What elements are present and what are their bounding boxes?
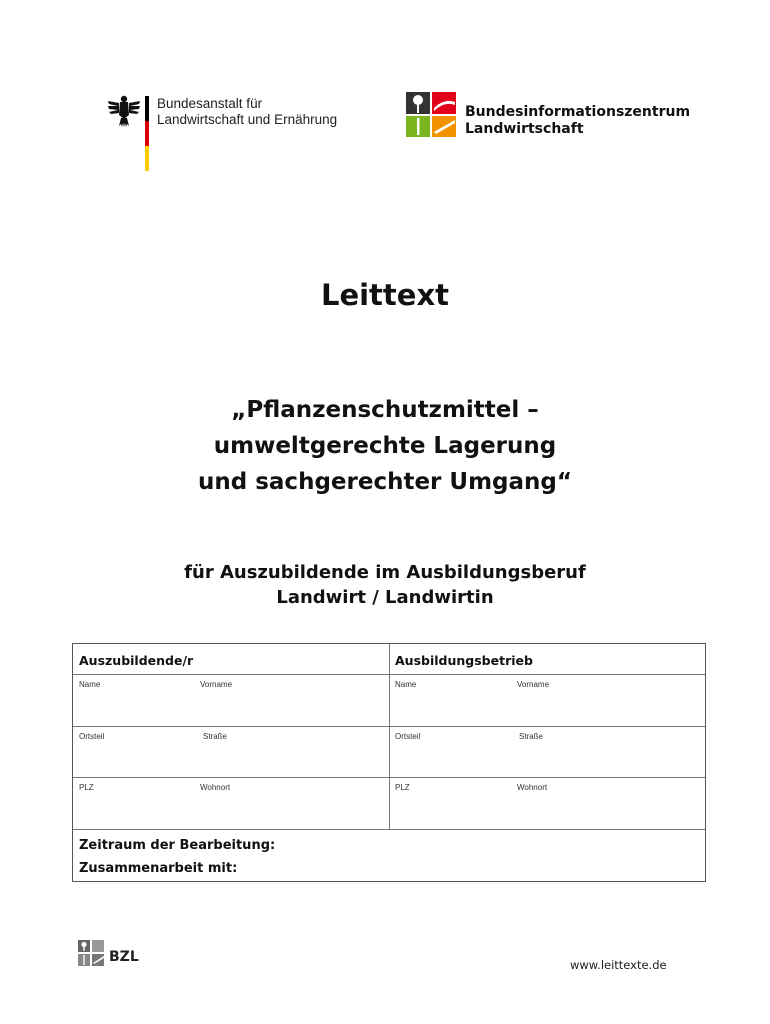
- row-divider: [73, 829, 705, 830]
- flag-black: [145, 96, 149, 121]
- trainee-firstname-field[interactable]: Vorname: [200, 680, 233, 689]
- title-line: und sachgerechter Umgang“: [198, 469, 572, 495]
- company-firstname-field[interactable]: Vorname: [517, 680, 550, 689]
- column-divider: [389, 644, 390, 829]
- trainee-district-field[interactable]: Ortsteil: [79, 732, 105, 741]
- cooperation-field[interactable]: Zusammenarbeit mit:: [79, 861, 238, 876]
- ble-name-line1: Bundesanstalt für: [157, 96, 263, 111]
- bzl-small-logo-icon: [78, 940, 104, 966]
- document-type: Leittext: [320, 278, 450, 312]
- audience-text: [0, 560, 770, 610]
- document-title: [0, 392, 770, 500]
- ble-name: [157, 96, 337, 128]
- trainee-street-field[interactable]: Straße: [203, 732, 228, 741]
- company-zip-field[interactable]: PLZ: [395, 783, 410, 792]
- row-divider: [73, 726, 705, 727]
- company-header: Ausbildungsbetrieb: [395, 653, 533, 668]
- trainee-info-form: [72, 643, 706, 882]
- company-street-field[interactable]: Straße: [519, 732, 544, 741]
- audience-line: Landwirt / Landwirtin: [276, 587, 494, 608]
- footer-brand: BZL: [109, 949, 139, 965]
- federal-eagle-icon: [106, 93, 142, 129]
- ble-name-line2: Landwirtschaft und Ernährung: [157, 112, 338, 127]
- german-flag-stripe: [145, 96, 149, 171]
- bzl-logo-icon: [406, 92, 456, 137]
- company-city-field[interactable]: Wohnort: [517, 783, 548, 792]
- title-line: „Pflanzenschutzmittel –: [231, 397, 539, 423]
- company-district-field[interactable]: Ortsteil: [395, 732, 421, 741]
- bzl-name-line2: Landwirtschaft: [465, 121, 584, 137]
- trainee-name-field[interactable]: Name: [79, 680, 101, 689]
- row-divider: [73, 777, 705, 778]
- footer-url-link[interactable]: www.leittexte.de: [570, 958, 667, 972]
- period-field[interactable]: Zeitraum der Bearbeitung:: [79, 838, 276, 853]
- bzl-name: [465, 104, 690, 138]
- bzl-name-line1: Bundesinformationszentrum: [465, 104, 691, 120]
- company-name-field[interactable]: Name: [395, 680, 417, 689]
- title-line: umweltgerechte Lagerung: [213, 433, 557, 459]
- row-divider: [73, 674, 705, 675]
- audience-line: für Auszubildende im Ausbildungsberuf: [184, 562, 586, 583]
- trainee-city-field[interactable]: Wohnort: [200, 783, 231, 792]
- trainee-header: Auszubildende/r: [79, 653, 194, 668]
- trainee-zip-field[interactable]: PLZ: [79, 783, 94, 792]
- flag-gold: [145, 146, 149, 171]
- flag-red: [145, 121, 149, 146]
